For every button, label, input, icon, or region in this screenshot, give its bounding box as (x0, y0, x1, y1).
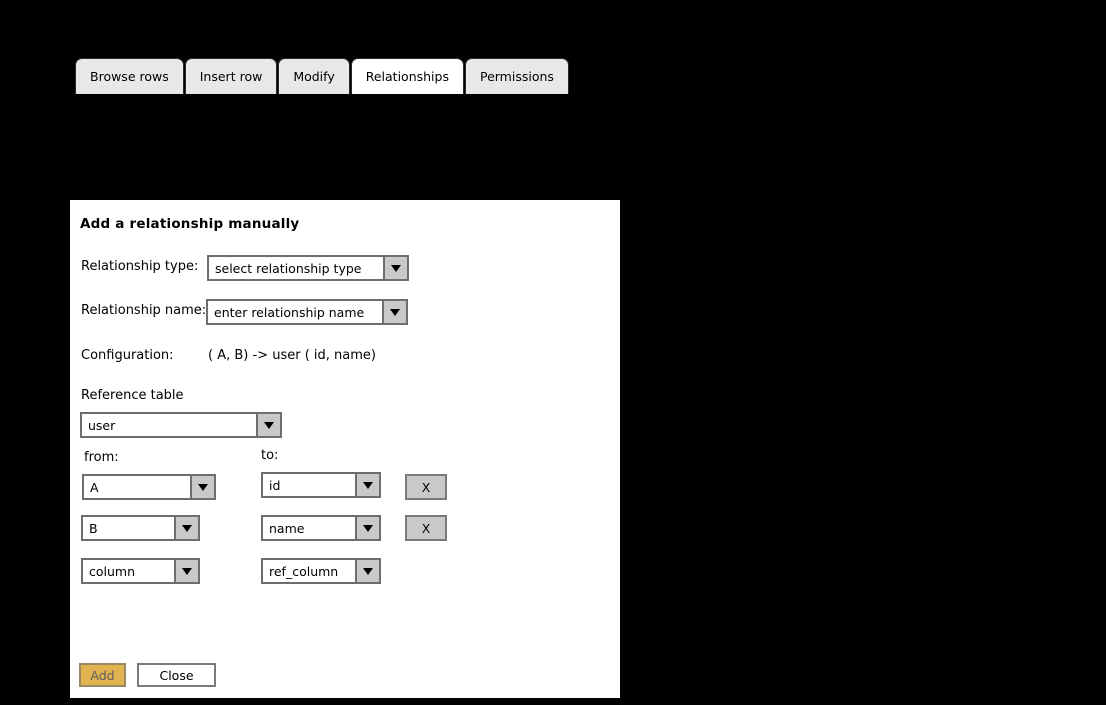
add-button-label: Add (90, 667, 115, 683)
configuration-label: Configuration: (81, 348, 174, 363)
relationship-type-label: Relationship type: (81, 259, 199, 274)
mapping-to-value: id (269, 477, 281, 493)
tab-relationships[interactable] (351, 58, 464, 94)
close-button-label: Close (159, 667, 194, 683)
mapping-to-value: ref_column (269, 563, 339, 579)
relationship-name-label: Relationship name: (81, 303, 207, 318)
remove-mapping-button[interactable] (405, 474, 447, 500)
mapping-from-select[interactable] (82, 474, 216, 500)
to-column-header: to: (261, 448, 279, 463)
tab-label: Insert row (199, 69, 263, 84)
mapping-from-select[interactable] (81, 515, 200, 541)
tab-label: Browse rows (90, 69, 169, 84)
tab-permissions[interactable] (465, 58, 569, 94)
mapping-from-value: A (90, 479, 99, 495)
relationship-type-select[interactable] (207, 255, 409, 281)
remove-mapping-label: X (421, 479, 431, 495)
relationship-name-select[interactable] (206, 299, 408, 325)
chevron-down-icon[interactable] (355, 517, 379, 539)
mapping-from-value: column (89, 563, 136, 579)
from-column-header: from: (84, 450, 119, 465)
reference-table-select[interactable] (80, 412, 282, 438)
chevron-down-icon[interactable] (355, 474, 379, 496)
tab-insert-row[interactable] (185, 58, 278, 94)
chevron-down-icon[interactable] (174, 517, 198, 539)
chevron-down-icon[interactable] (355, 560, 379, 582)
add-relationship-dialog (70, 200, 620, 698)
tab-browse-rows[interactable] (75, 58, 184, 94)
tab-modify[interactable] (278, 58, 349, 94)
mapping-to-select[interactable] (261, 558, 381, 584)
remove-mapping-button[interactable] (405, 515, 447, 541)
chevron-down-icon[interactable] (190, 476, 214, 498)
table-tab-bar (75, 56, 570, 94)
relationship-name-value: enter relationship name (214, 304, 365, 320)
close-button[interactable] (137, 663, 216, 687)
relationship-type-value: select relationship type (215, 260, 362, 276)
tab-label: Relationships (365, 69, 449, 84)
mapping-from-select[interactable] (81, 558, 200, 584)
configuration-value: ( A, B) -> user ( id, name) (208, 348, 376, 363)
chevron-down-icon[interactable] (256, 414, 280, 436)
tab-label: Permissions (479, 69, 554, 84)
chevron-down-icon[interactable] (382, 301, 406, 323)
mapping-to-select[interactable] (261, 515, 381, 541)
remove-mapping-label: X (421, 520, 431, 536)
tab-label: Modify (293, 69, 335, 84)
reference-table-label: Reference table (81, 388, 184, 403)
reference-table-value: user (88, 417, 116, 433)
mapping-to-value: name (269, 520, 305, 536)
chevron-down-icon[interactable] (174, 560, 198, 582)
mapping-to-select[interactable] (261, 472, 381, 498)
chevron-down-icon[interactable] (383, 257, 407, 279)
dialog-title: Add a relationship manually (80, 216, 300, 232)
mapping-from-value: B (89, 520, 98, 536)
add-button[interactable] (79, 663, 126, 687)
